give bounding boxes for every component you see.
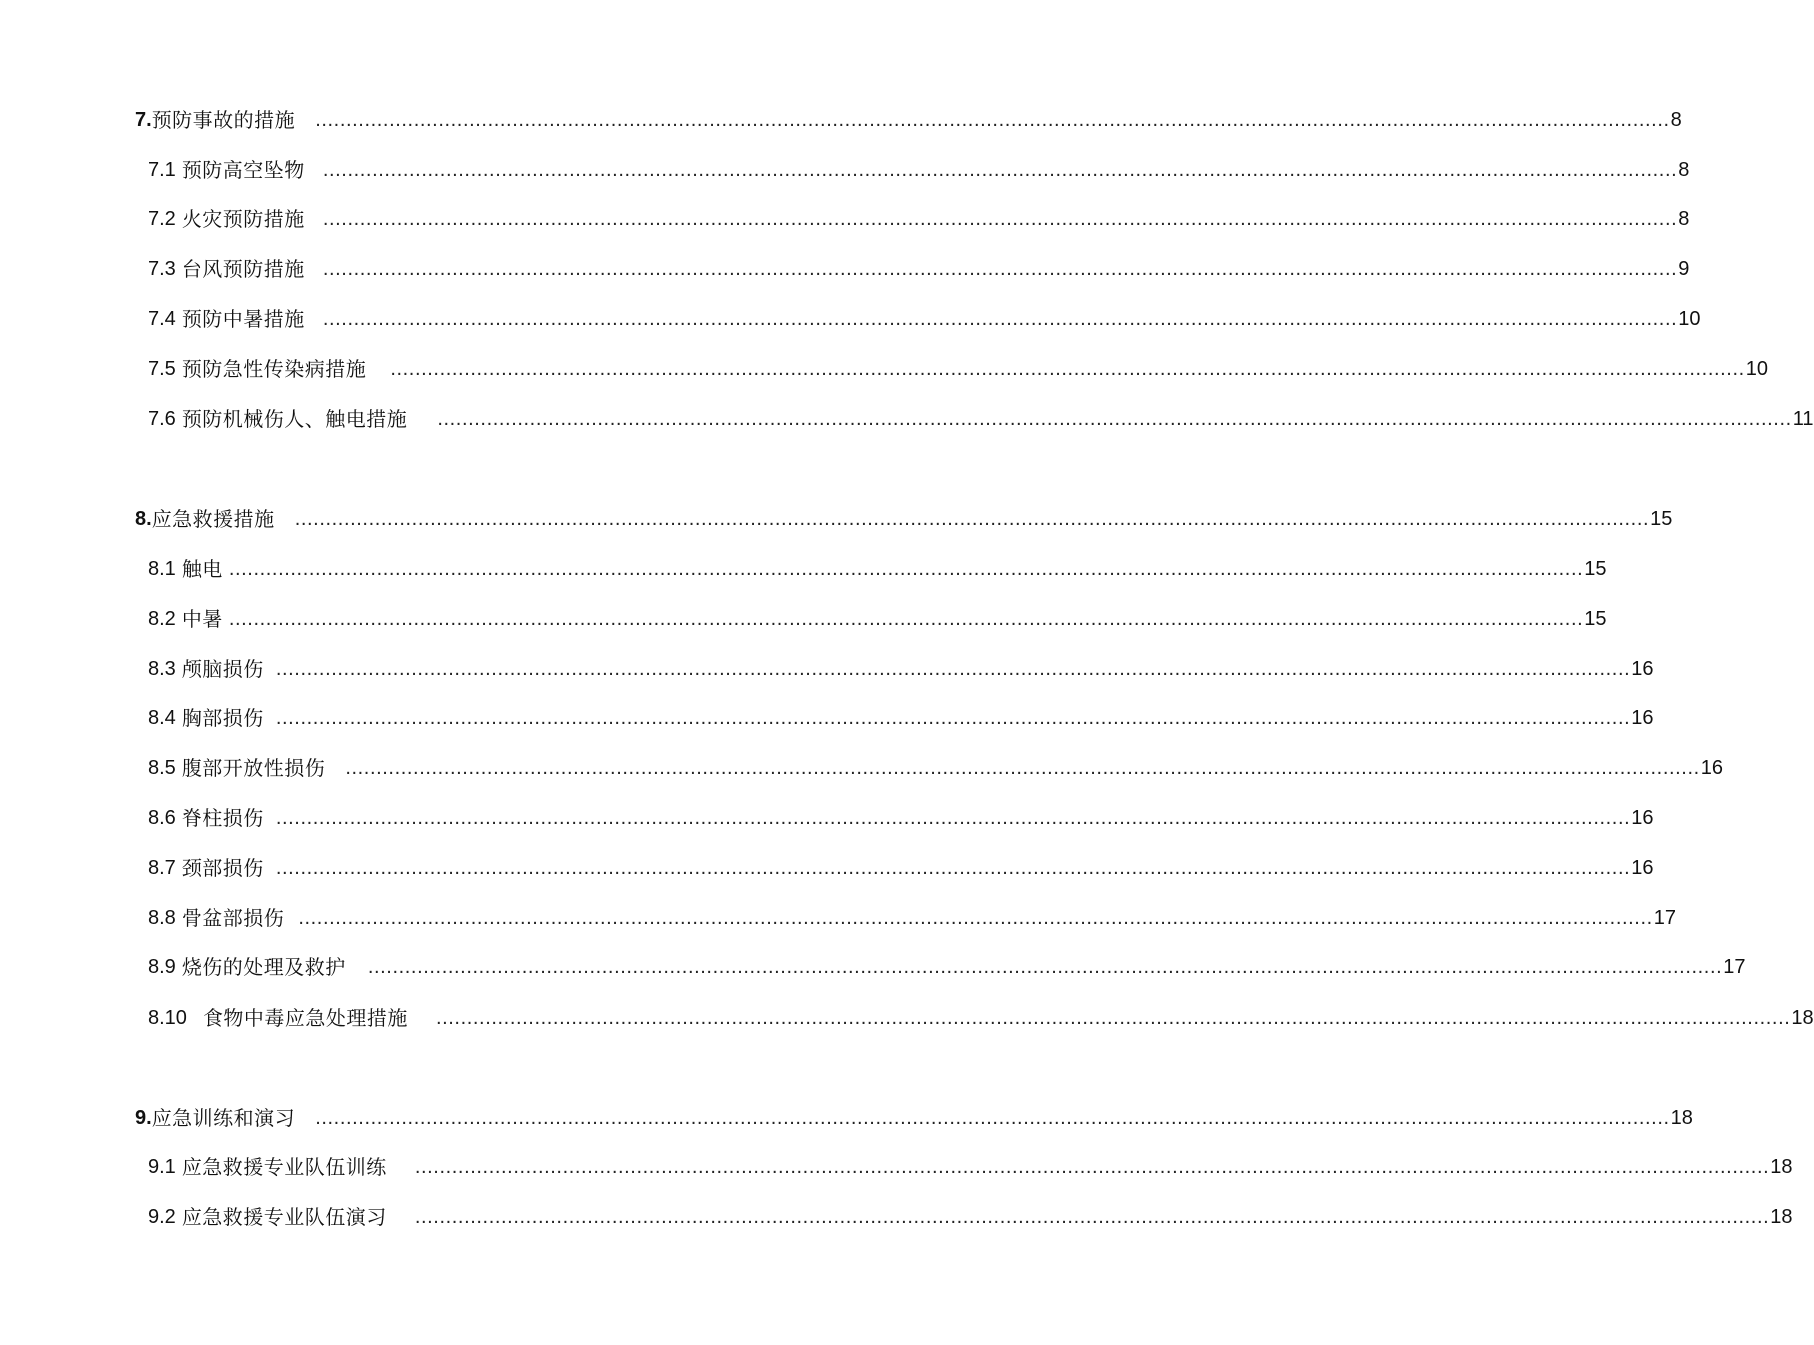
dot-leader: ............................................................................................................................................................................................................................ [275, 807, 1631, 829]
dot-leader: ............................................................................................................................................................................................................................ [298, 907, 1653, 929]
toc-item-number: 8.3 [148, 658, 176, 680]
toc-page-number: 8 [1678, 208, 1690, 230]
toc-page-number: 9 [1678, 258, 1690, 280]
toc-item-title: 烧伤的处理及救护 [181, 955, 346, 979]
toc-item-title: 预防急性传染病措施 [181, 357, 367, 381]
toc-item-title: 应急救援专业队伍演习 [181, 1205, 387, 1229]
toc-item-title: 食物中毒应急处理措施 [202, 1006, 408, 1030]
toc-item-number: 9.1 [148, 1156, 176, 1178]
toc-page-number: 15 [1584, 558, 1607, 580]
toc-item-8-4[interactable] [148, 700, 1654, 730]
toc-item-title: 预防中暑措施 [181, 307, 305, 331]
toc-item-number: 8.6 [148, 807, 176, 829]
dot-leader: ............................................................................................................................................................................................................................ [322, 258, 1678, 280]
toc-item-8-5[interactable] [148, 750, 1724, 780]
toc-item-title: 颅脑损伤 [181, 657, 264, 681]
toc-item-number: 8.10 [148, 1007, 187, 1029]
dot-leader: ............................................................................................................................................................................................................................ [322, 308, 1678, 330]
toc-page-number: 18 [1770, 1206, 1793, 1228]
toc-page-number: 17 [1653, 907, 1677, 929]
toc-section-number: 8. [135, 508, 152, 530]
toc-item-title: 预防高空坠物 [181, 158, 305, 182]
toc-item-number: 7.5 [148, 358, 176, 380]
toc-item-7-3[interactable] [148, 251, 1690, 281]
toc-item-number: 8.1 [148, 558, 176, 580]
toc-item-number: 7.2 [148, 208, 176, 230]
toc-page-number: 8 [1678, 159, 1690, 181]
toc-section-8[interactable] [135, 501, 1673, 531]
dot-leader: ............................................................................................................................................................................................................................ [315, 109, 1670, 131]
toc-item-8-1[interactable] [148, 551, 1607, 581]
dot-leader: ............................................................................................................................................................................................................................ [345, 757, 1700, 779]
toc-section-number: 7. [135, 109, 152, 131]
toc-item-8-2[interactable] [148, 601, 1607, 631]
toc-item-number: 8.2 [148, 608, 176, 630]
toc-item-8-8[interactable] [148, 900, 1677, 930]
dot-leader: ............................................................................................................................................................................................................................ [437, 408, 1792, 430]
toc-page-number: 10 [1678, 308, 1701, 330]
dot-leader: ............................................................................................................................................................................................................................ [435, 1007, 1791, 1029]
toc-item-number: 8.8 [148, 907, 176, 929]
toc-item-title: 火灾预防措施 [181, 207, 305, 231]
toc-item-7-1[interactable] [148, 152, 1690, 182]
toc-item-number: 7.6 [148, 408, 176, 430]
toc-section-number: 9. [135, 1107, 152, 1129]
toc-item-7-6[interactable] [148, 401, 1814, 431]
dot-leader: ............................................................................................................................................................................................................................ [294, 508, 1650, 530]
toc-page-number: 16 [1631, 658, 1654, 680]
toc-item-9-2[interactable] [148, 1199, 1793, 1229]
toc-page-number: 18 [1791, 1007, 1814, 1029]
dot-leader: ............................................................................................................................................................................................................................ [322, 159, 1678, 181]
toc-item-number: 9.2 [148, 1206, 176, 1228]
toc-item-number: 8.9 [148, 956, 176, 978]
toc-item-8-7[interactable] [148, 850, 1654, 880]
toc-item-8-9[interactable] [148, 949, 1746, 979]
toc-page-number: 8 [1670, 109, 1682, 131]
toc-item-8-3[interactable] [148, 651, 1654, 681]
toc-page-number: 16 [1700, 757, 1724, 779]
toc-item-title: 腹部开放性损伤 [181, 756, 326, 780]
toc-page-number: 15 [1650, 508, 1673, 530]
toc-section-title: 预防事故的措施 [151, 108, 296, 132]
toc-item-number: 7.4 [148, 308, 176, 330]
toc-item-title: 骨盆部损伤 [181, 906, 285, 930]
toc-item-title: 触电 [181, 557, 223, 581]
toc-item-9-1[interactable] [148, 1149, 1793, 1179]
toc-item-title: 预防机械伤人、触电措施 [181, 407, 408, 431]
toc-item-title: 脊柱损伤 [181, 806, 264, 830]
dot-leader: ............................................................................................................................................................................................................................ [275, 707, 1631, 729]
toc-page-number: 16 [1631, 807, 1654, 829]
toc-item-title: 胸部损伤 [181, 706, 264, 730]
toc-page-number: 17 [1723, 956, 1746, 978]
toc-item-8-10[interactable] [148, 1000, 1814, 1030]
dot-leader: ............................................................................................................................................................................................................................ [390, 358, 1745, 380]
toc-page-number: 16 [1631, 707, 1654, 729]
toc-section-9[interactable] [135, 1100, 1693, 1130]
toc-item-number: 8.7 [148, 857, 176, 879]
dot-leader: ............................................................................................................................................................................................................................ [414, 1206, 1770, 1228]
toc-page-number: 18 [1770, 1156, 1793, 1178]
dot-leader: ............................................................................................................................................................................................................................ [228, 558, 1584, 580]
toc-page-number: 15 [1584, 608, 1607, 630]
dot-leader: ............................................................................................................................................................................................................................ [322, 208, 1678, 230]
toc-section-title: 应急救援措施 [151, 507, 275, 531]
toc-item-title: 台风预防措施 [181, 257, 305, 281]
dot-leader: ............................................................................................................................................................................................................................ [275, 857, 1631, 879]
dot-leader: ............................................................................................................................................................................................................................ [367, 956, 1723, 978]
toc-item-title: 应急救援专业队伍训练 [181, 1155, 387, 1179]
toc-page-number: 18 [1670, 1107, 1693, 1129]
toc-item-number: 7.1 [148, 159, 176, 181]
dot-leader: ............................................................................................................................................................................................................................ [228, 608, 1584, 630]
toc-page-number: 11 [1792, 408, 1814, 430]
toc-item-title: 中暑 [181, 607, 223, 631]
toc-item-number: 8.5 [148, 757, 176, 779]
dot-leader: ............................................................................................................................................................................................................................ [275, 658, 1631, 680]
dot-leader: ............................................................................................................................................................................................................................ [315, 1107, 1670, 1129]
toc-section-title: 应急训练和演习 [151, 1106, 296, 1130]
toc-item-7-2[interactable] [148, 201, 1690, 231]
toc-item-number: 8.4 [148, 707, 176, 729]
toc-item-title: 颈部损伤 [181, 856, 264, 880]
toc-section-7[interactable] [135, 102, 1682, 132]
toc-item-7-5[interactable] [148, 351, 1769, 381]
dot-leader: ............................................................................................................................................................................................................................ [414, 1156, 1770, 1178]
toc-item-number: 7.3 [148, 258, 176, 280]
toc-page-number: 10 [1745, 358, 1769, 380]
toc-item-7-4[interactable] [148, 301, 1701, 331]
toc-item-8-6[interactable] [148, 800, 1654, 830]
toc-page-number: 16 [1631, 857, 1654, 879]
